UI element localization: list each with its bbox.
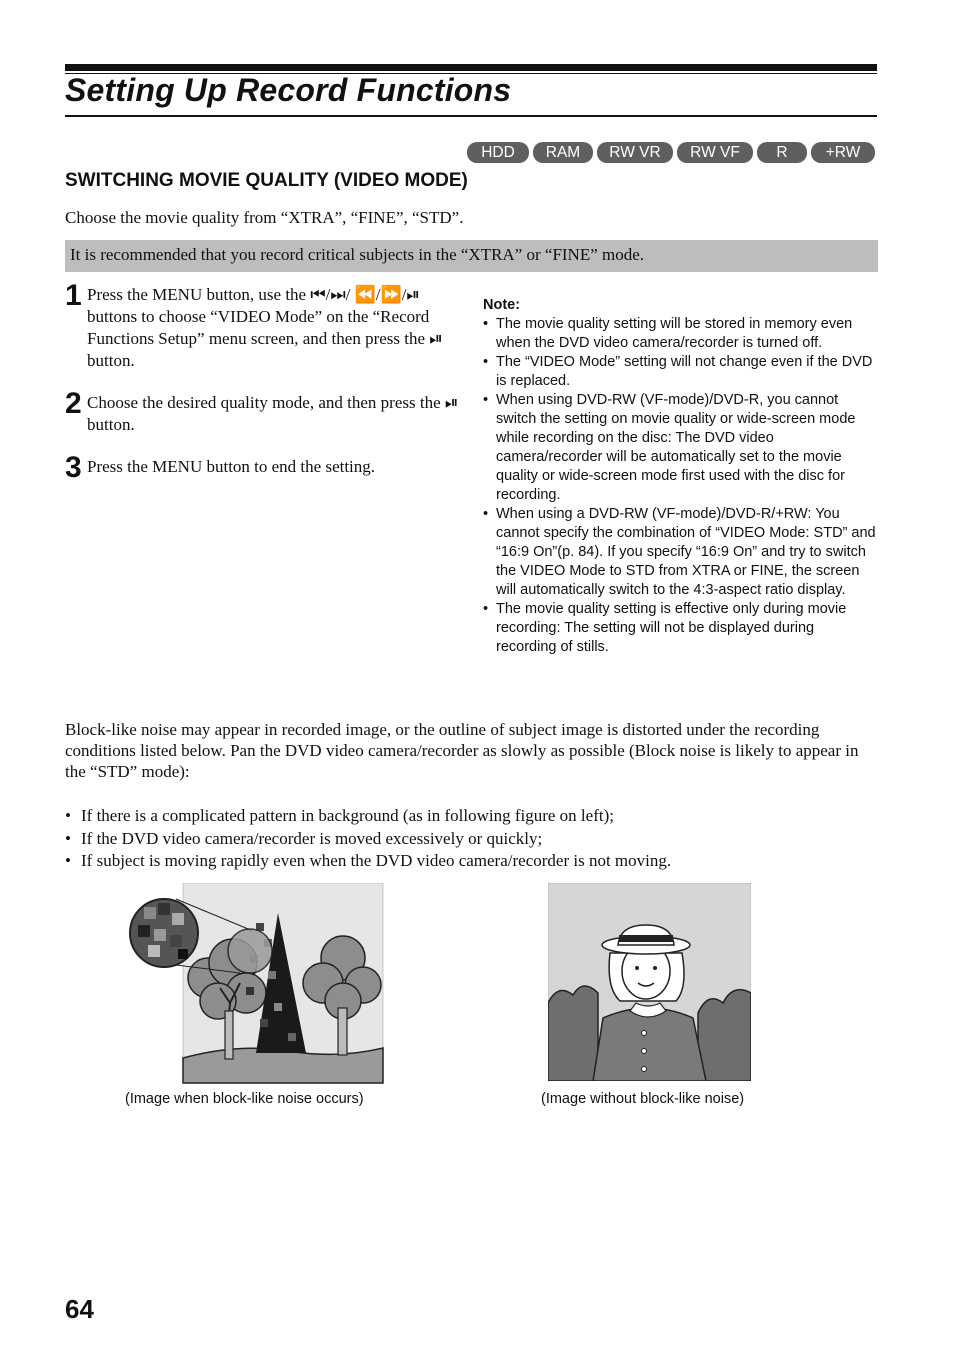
badge-hdd: HDD: [467, 142, 529, 163]
banner-text: It is recommended that you record critical subjects in the “XTRA” or “FINE” mode.: [70, 245, 645, 264]
bullet: •: [65, 806, 71, 825]
condition-item: [65, 805, 880, 828]
bullet: •: [483, 601, 489, 617]
recommendation-banner: [65, 240, 878, 272]
figure-caption-left: (Image when block-like noise occurs): [125, 1091, 364, 1107]
note-text: When using a DVD-RW (VF-mode)/DVD-R/+RW: You cannot specify the combination of “VIDEO Mode: STD” and “16:9 On”(p. 84). If you specify “16:9 On” and try to switch the VIDEO Mode to STD from XTRA or FINE, the screen will automatically switch to the 4:3-aspect ratio display.: [496, 506, 876, 598]
bullet: •: [483, 506, 489, 522]
condition-text: If there is a complicated pattern in background (as in following figure on left);: [81, 806, 614, 825]
note-text: The movie quality setting is effective only during movie recording: The setting will not be displayed during recording of stills.: [496, 601, 847, 655]
page-title: Setting Up Record Functions: [65, 72, 512, 108]
step-2: [65, 387, 460, 436]
noise-paragraph: Block-like noise may appear in recorded image, or the outline of subject image is distorted under the recording conditions listed below. Pan the DVD video camera/recorder as slowly as possible (Block noise is likely to appear in the “STD” mode):: [65, 720, 859, 781]
note-text: The movie quality setting will be stored in memory even when the DVD video camera/recorder is turned off.: [496, 316, 853, 351]
note-item: [483, 391, 877, 505]
step-text: Choose the desired quality mode, and then press the ⏯ button.: [87, 393, 459, 434]
title-underline: [65, 115, 877, 117]
badge-r: R: [757, 142, 807, 163]
bullet: •: [483, 316, 489, 332]
step-number: 3: [65, 451, 82, 484]
step-text: Press the MENU button to end the setting.: [87, 457, 376, 476]
condition-text: If the DVD video camera/recorder is moved excessively or quickly;: [81, 828, 543, 848]
figure-caption-right: (Image without block-like noise): [541, 1091, 745, 1107]
condition-text: If subject is moving rapidly even when the DVD video camera/recorder is not moving.: [81, 851, 672, 870]
step-text: Press the MENU button, use the ⏮/⏭/ ⏪/⏩/⏯ buttons to choose “VIDEO Mode” on the “Record Functions Setup” menu screen, and then press the ⏯ button.: [87, 285, 443, 370]
condition-item: [65, 828, 880, 851]
bullet: •: [483, 354, 489, 370]
note-text: The “VIDEO Mode” setting will not change even if the DVD is replaced.: [496, 354, 873, 389]
note-item: [483, 505, 877, 600]
note-item: [483, 600, 877, 657]
badge-rw-vf: RW VF: [677, 142, 753, 163]
step-number: 2: [65, 387, 82, 420]
bullet: •: [65, 828, 71, 848]
clean-image-illustration: [548, 883, 751, 1081]
note-text: When using DVD-RW (VF-mode)/DVD-R, you cannot switch the setting on movie quality or wide-screen mode while recording on the disc: The DVD video camera/recorder will be automatically set to the movie quality or wide-screen mode first used with the disc for recording.: [496, 392, 856, 503]
step-number: 1: [65, 279, 82, 312]
badge-rw-vr: RW VR: [597, 142, 673, 163]
conditions-list: [65, 805, 880, 873]
bullet: •: [483, 392, 489, 408]
bullet: •: [65, 851, 71, 870]
note-item: [483, 353, 877, 391]
section-heading: SWITCHING MOVIE QUALITY (VIDEO MODE): [65, 170, 468, 191]
condition-item: [65, 850, 880, 873]
header-rule-thick: [65, 64, 877, 71]
step-1: [65, 279, 460, 372]
note-heading: Note:: [483, 297, 521, 313]
steps-list: [65, 279, 460, 498]
disc-type-badges: [467, 142, 875, 163]
intro-text: Choose the movie quality from “XTRA”, “FINE”, “STD”.: [65, 208, 464, 227]
noisy-image-illustration: [128, 883, 384, 1084]
step-3: [65, 451, 460, 484]
note-item: [483, 315, 877, 353]
note-box: [483, 296, 877, 657]
badge-ram: RAM: [533, 142, 593, 163]
page-number: 64: [65, 1294, 94, 1324]
badge-plus-rw: +RW: [811, 142, 875, 163]
